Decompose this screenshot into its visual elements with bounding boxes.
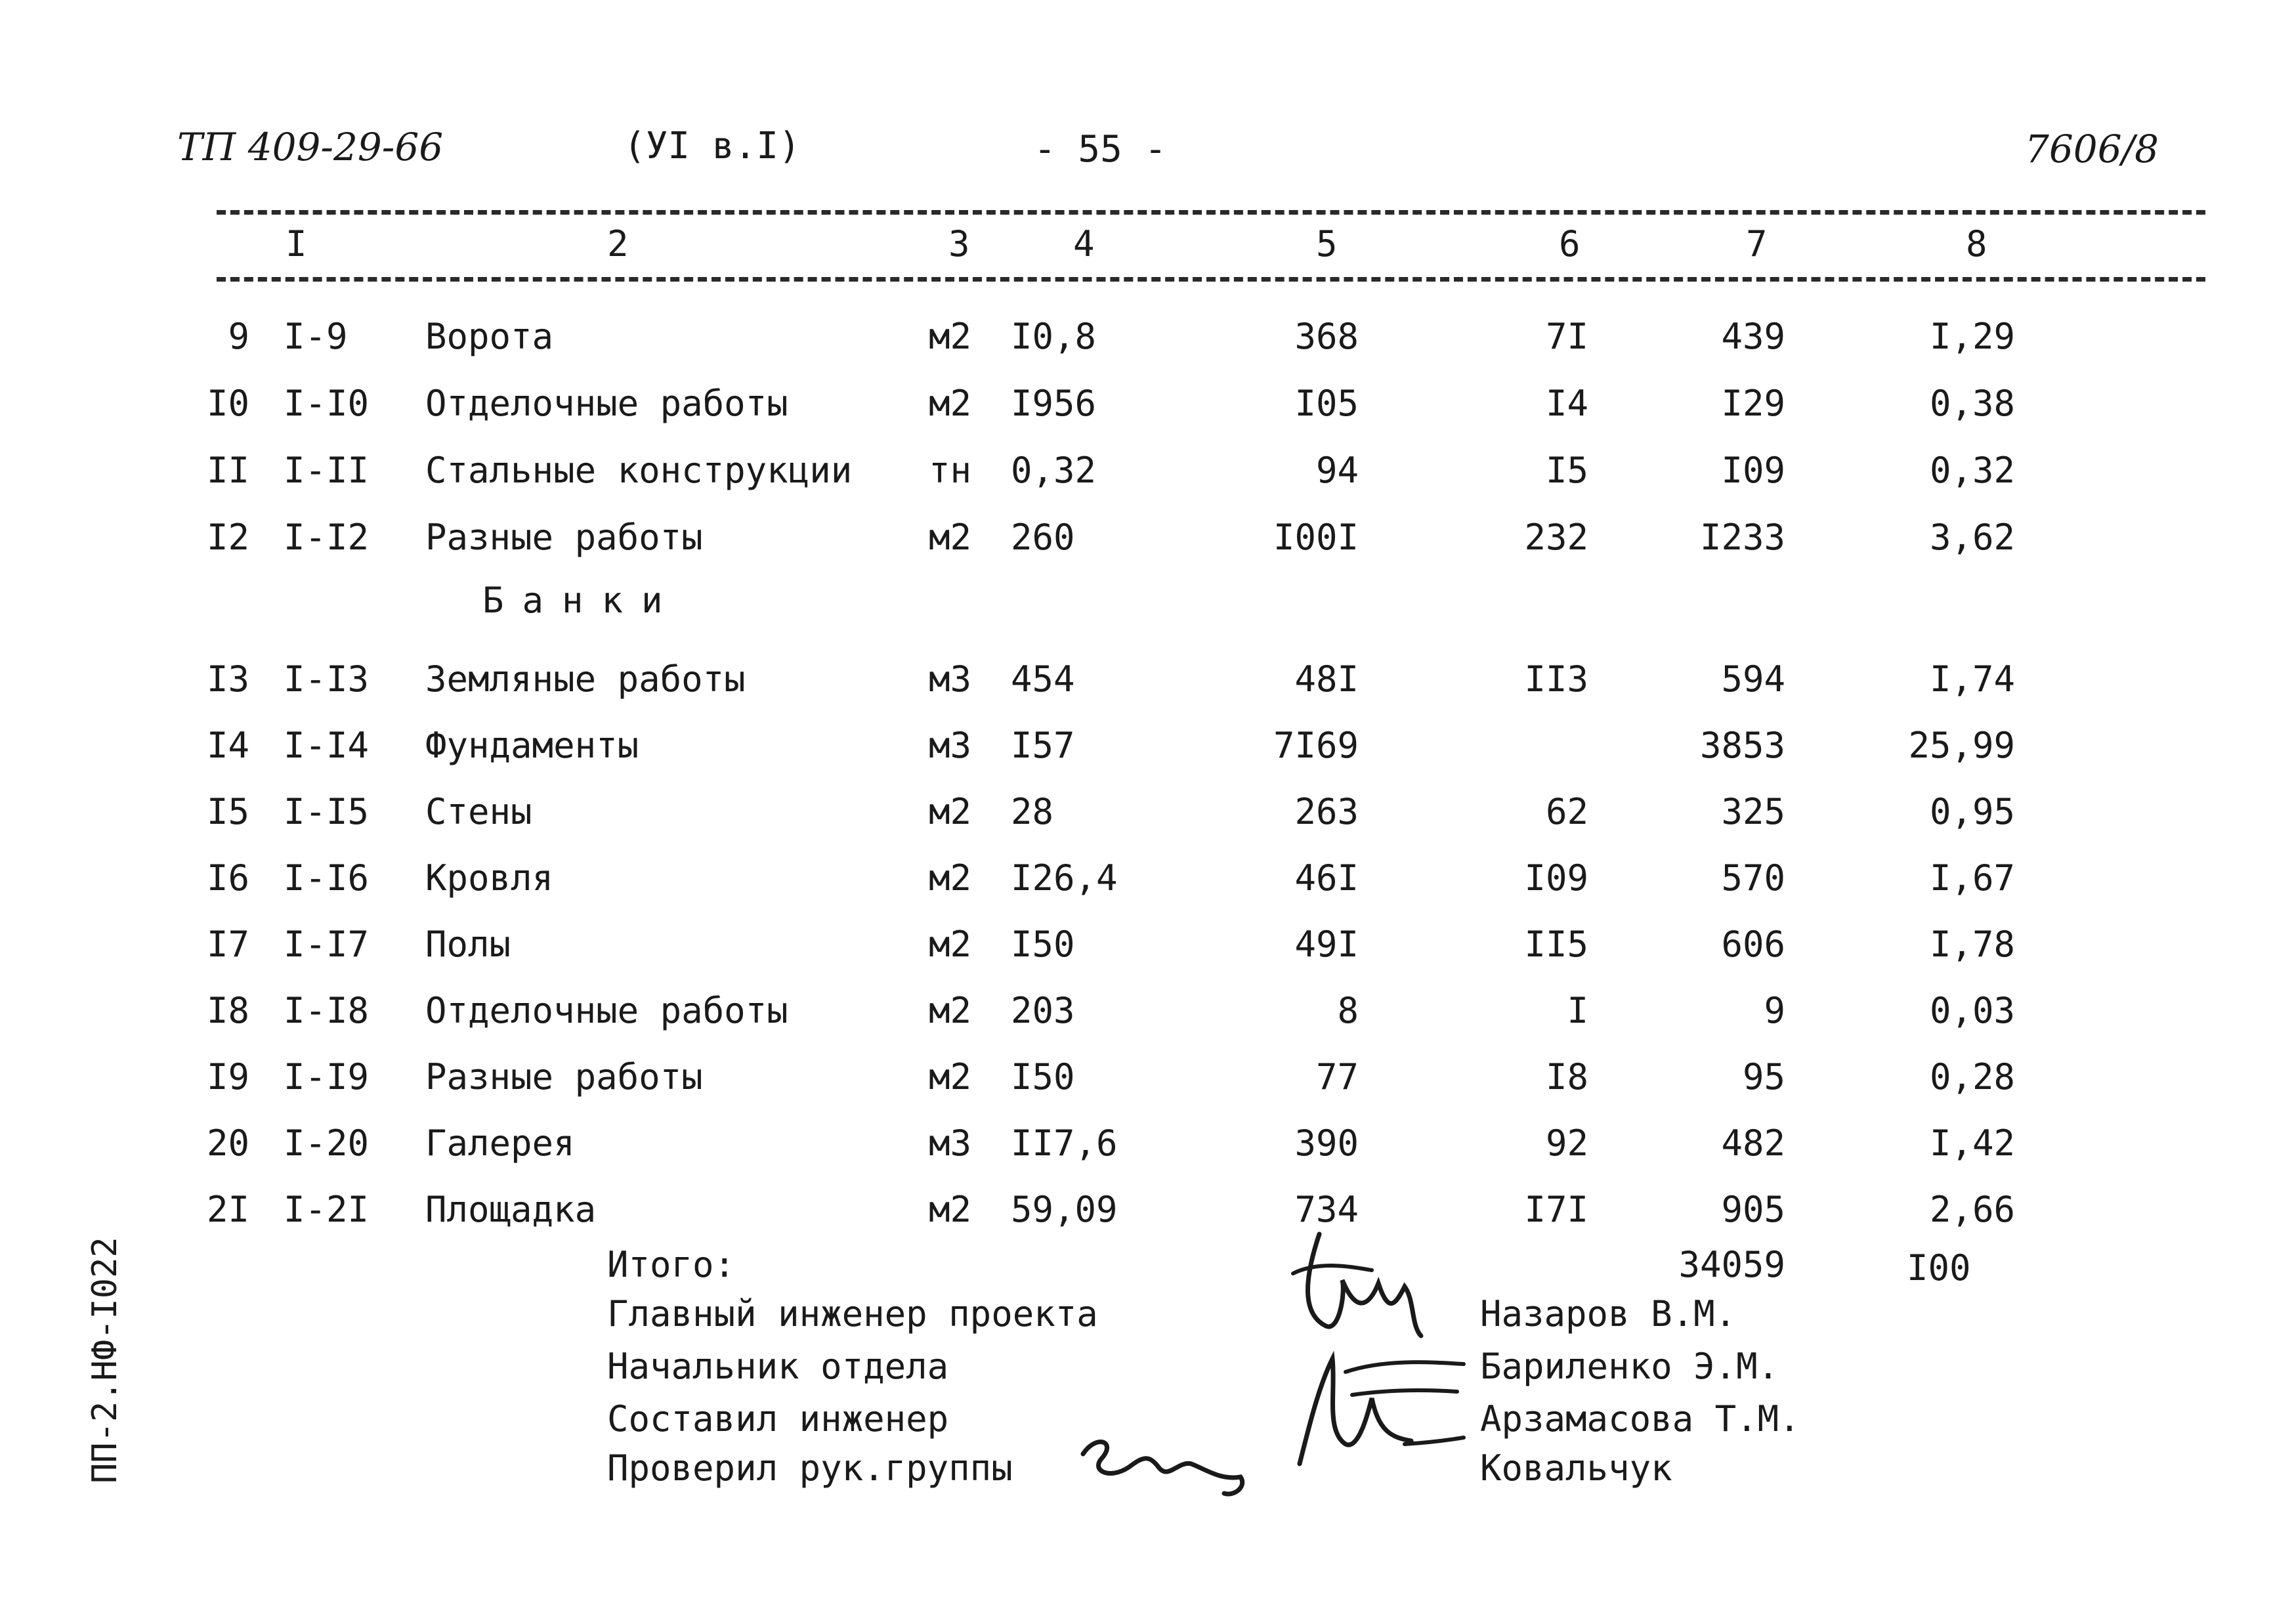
cell-code: I-I3 xyxy=(284,658,370,700)
doc-code: ТП 409-29-66 xyxy=(177,125,444,169)
cell-name: Площадка xyxy=(425,1189,597,1230)
header-top-rule xyxy=(217,210,2205,215)
cell-c6: 92 xyxy=(1545,1122,1588,1164)
signature-role-2: Начальник отдела xyxy=(607,1346,949,1387)
cell-qty: I26,4 xyxy=(1011,857,1118,899)
cell-c6: I4 xyxy=(1545,383,1588,424)
cell-c6: II5 xyxy=(1524,924,1588,965)
handwritten-signature-3 xyxy=(1070,1415,1280,1500)
cell-n: I7 xyxy=(206,924,249,965)
cell-c8: 0,28 xyxy=(1929,1056,2015,1098)
cell-c6: II3 xyxy=(1524,658,1588,700)
page-number: - 55 - xyxy=(1034,128,1167,171)
table-row xyxy=(0,782,2294,842)
cell-qty: 260 xyxy=(1011,517,1075,558)
cell-c6: I xyxy=(1567,990,1588,1031)
cell-c8: I,29 xyxy=(1929,316,2015,357)
cell-n: I0 xyxy=(206,383,249,424)
table-row xyxy=(0,441,2294,500)
cell-c7: 594 xyxy=(1721,658,1785,700)
cell-qty: I0,8 xyxy=(1011,316,1097,357)
cell-n: I2 xyxy=(206,517,249,558)
cell-unit: м2 xyxy=(929,316,972,357)
cell-code: I-2I xyxy=(284,1189,370,1230)
cell-name: Отделочные работы xyxy=(425,990,788,1031)
cell-c5: 48I xyxy=(1294,658,1359,700)
col-header-2: 2 xyxy=(607,223,629,265)
col-header-8: 8 xyxy=(1966,223,1987,265)
cell-unit: м3 xyxy=(929,1122,972,1164)
cell-qty: I57 xyxy=(1011,725,1075,766)
cell-n: 9 xyxy=(228,316,249,357)
cell-c8: I,42 xyxy=(1929,1122,2015,1164)
cell-c8: I,78 xyxy=(1929,924,2015,965)
cell-c5: I00I xyxy=(1273,517,1359,558)
cell-n: II xyxy=(206,450,249,491)
table-row xyxy=(0,981,2294,1040)
cell-name: Стальные конструкции xyxy=(425,450,853,491)
cell-code: I-I8 xyxy=(284,990,370,1031)
total-percent: I00 xyxy=(1907,1247,1971,1289)
table-row xyxy=(0,716,2294,775)
cell-c8: 0,03 xyxy=(1929,990,2015,1031)
cell-code: I-I0 xyxy=(284,383,370,424)
cell-c6: 62 xyxy=(1545,791,1588,832)
cell-qty: 0,32 xyxy=(1011,450,1097,491)
total-sum: 34059 xyxy=(1678,1244,1785,1285)
cell-c6: I7I xyxy=(1524,1189,1588,1230)
cell-n: I3 xyxy=(206,658,249,700)
cell-code: I-I9 xyxy=(284,1056,370,1098)
col-header-4: 4 xyxy=(1073,223,1095,265)
cell-c5: 368 xyxy=(1294,316,1359,357)
cell-n: I5 xyxy=(206,791,249,832)
archive-number: 7606/8 xyxy=(2025,127,2159,171)
cell-code: I-9 xyxy=(284,316,348,357)
cell-name: Полы xyxy=(425,924,511,965)
cell-unit: м3 xyxy=(929,725,972,766)
cell-code: I-I5 xyxy=(284,791,370,832)
cell-c7: I09 xyxy=(1721,450,1785,491)
cell-n: 2I xyxy=(206,1189,249,1230)
cell-code: I-20 xyxy=(284,1122,370,1164)
cell-c8: I,67 xyxy=(1929,857,2015,899)
cell-c7: 482 xyxy=(1721,1122,1785,1164)
cell-c7: 9 xyxy=(1764,990,1785,1031)
signature-name-1: Назаров В.М. xyxy=(1480,1293,1737,1335)
cell-qty: 59,09 xyxy=(1011,1189,1118,1230)
cell-code: I-I7 xyxy=(284,924,370,965)
table-row xyxy=(0,915,2294,974)
cell-c6: I5 xyxy=(1545,450,1588,491)
cell-unit: тн xyxy=(929,450,972,491)
signature-name-4: Ковальчук xyxy=(1480,1447,1672,1489)
cell-c7: 95 xyxy=(1742,1056,1785,1098)
cell-n: I9 xyxy=(206,1056,249,1098)
cell-code: I-I6 xyxy=(284,857,370,899)
cell-c5: 390 xyxy=(1294,1122,1359,1164)
cell-qty: 28 xyxy=(1011,791,1054,832)
cell-unit: м2 xyxy=(929,924,972,965)
cell-c5: I05 xyxy=(1294,383,1359,424)
cell-name: Отделочные работы xyxy=(425,383,788,424)
cell-c7: 325 xyxy=(1721,791,1785,832)
cell-name: Фундаменты xyxy=(425,725,639,766)
cell-n: I8 xyxy=(206,990,249,1031)
signature-name-2: Бариленко Э.М. xyxy=(1480,1346,1779,1387)
signature-role-1: Главный инженер проекта xyxy=(607,1293,1098,1335)
cell-c7: 3853 xyxy=(1699,725,1785,766)
cell-c7: 905 xyxy=(1721,1189,1785,1230)
cell-c6: I09 xyxy=(1524,857,1588,899)
cell-code: I-I2 xyxy=(284,517,370,558)
cell-unit: м2 xyxy=(929,517,972,558)
cell-unit: м2 xyxy=(929,857,972,899)
cell-name: Галерея xyxy=(425,1122,575,1164)
cell-c8: 3,62 xyxy=(1929,517,2015,558)
cell-qty: I50 xyxy=(1011,1056,1075,1098)
cell-c8: 25,99 xyxy=(1908,725,2015,766)
cell-c5: 734 xyxy=(1294,1189,1359,1230)
cell-c6: 232 xyxy=(1524,517,1588,558)
cell-c6: I8 xyxy=(1545,1056,1588,1098)
cell-n: 20 xyxy=(206,1122,249,1164)
cell-code: I-I4 xyxy=(284,725,370,766)
cell-c6: 7I xyxy=(1545,316,1588,357)
cell-n: I6 xyxy=(206,857,249,899)
table-row xyxy=(0,1180,2294,1239)
cell-unit: м2 xyxy=(929,990,972,1031)
cell-qty: II7,6 xyxy=(1011,1122,1118,1164)
cell-c7: 439 xyxy=(1721,316,1785,357)
cell-c8: 0,95 xyxy=(1929,791,2015,832)
cell-qty: I956 xyxy=(1011,383,1097,424)
table-row xyxy=(0,1048,2294,1107)
cell-c8: 2,66 xyxy=(1929,1189,2015,1230)
cell-qty: I50 xyxy=(1011,924,1075,965)
total-label: Итого: xyxy=(607,1244,736,1285)
volume-label: (УI в.I) xyxy=(624,125,801,167)
cell-c5: 46I xyxy=(1294,857,1359,899)
cell-c5: 8 xyxy=(1337,990,1359,1031)
cell-unit: м3 xyxy=(929,658,972,700)
col-header-3: 3 xyxy=(948,223,970,265)
cell-unit: м2 xyxy=(929,1056,972,1098)
cell-c8: 0,32 xyxy=(1929,450,2015,491)
table-row xyxy=(0,508,2294,567)
cell-qty: 203 xyxy=(1011,990,1075,1031)
col-header-7: 7 xyxy=(1746,223,1768,265)
table-row xyxy=(0,849,2294,908)
signature-name-3: Арзамасова Т.М. xyxy=(1480,1398,1800,1440)
cell-c5: 263 xyxy=(1294,791,1359,832)
table-row xyxy=(0,650,2294,709)
header-bottom-rule xyxy=(217,277,2205,282)
cell-c5: 7I69 xyxy=(1273,725,1359,766)
signature-role-3: Составил инженер xyxy=(607,1398,949,1440)
handwritten-signature-2 xyxy=(1247,1333,1483,1484)
col-header-1: I xyxy=(286,223,307,265)
cell-n: I4 xyxy=(206,725,249,766)
table-row xyxy=(0,374,2294,433)
cell-c7: I29 xyxy=(1721,383,1785,424)
cell-c5: 94 xyxy=(1315,450,1359,491)
cell-c8: I,74 xyxy=(1929,658,2015,700)
side-stamp: ПП-2.НФ-I022 xyxy=(85,1237,125,1484)
cell-name: Разные работы xyxy=(425,1056,703,1098)
cell-unit: м2 xyxy=(929,791,972,832)
cell-name: Земляные работы xyxy=(425,658,746,700)
cell-c7: 606 xyxy=(1721,924,1785,965)
table-row xyxy=(0,307,2294,366)
cell-name: Кровля xyxy=(425,857,554,899)
cell-code: I-II xyxy=(284,450,370,491)
col-header-5: 5 xyxy=(1316,223,1338,265)
cell-name: Стены xyxy=(425,791,532,832)
signature-role-4: Проверил рук.группы xyxy=(607,1447,1013,1489)
cell-name: Ворота xyxy=(425,316,554,357)
col-header-6: 6 xyxy=(1559,223,1581,265)
cell-c5: 49I xyxy=(1294,924,1359,965)
cell-c7: I233 xyxy=(1699,517,1785,558)
cell-qty: 454 xyxy=(1011,658,1075,700)
cell-c7: 570 xyxy=(1721,857,1785,899)
cell-unit: м2 xyxy=(929,1189,972,1230)
table-row xyxy=(0,1114,2294,1173)
cell-c5: 77 xyxy=(1315,1056,1359,1098)
cell-unit: м2 xyxy=(929,383,972,424)
cell-name: Разные работы xyxy=(425,517,703,558)
cell-c8: 0,38 xyxy=(1929,383,2015,424)
section-title: Банки xyxy=(482,580,681,621)
